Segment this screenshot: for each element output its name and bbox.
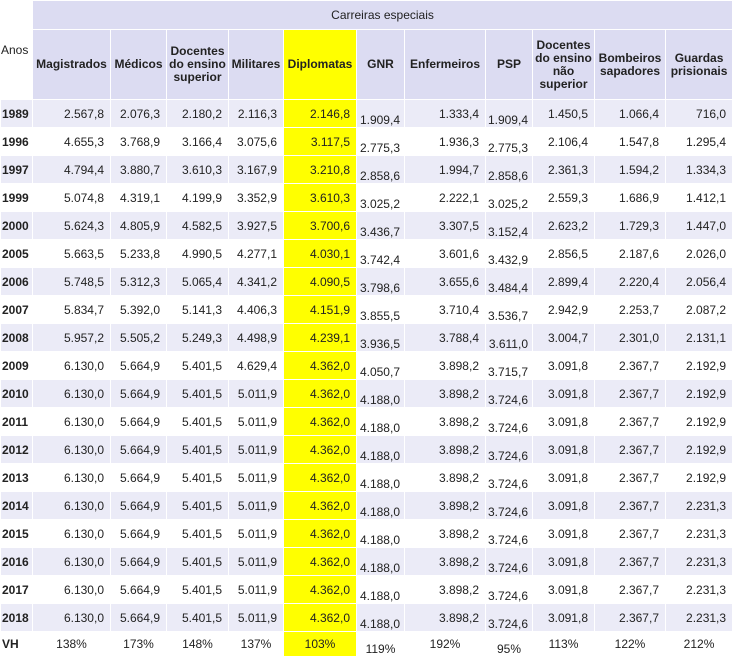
value-cell: 3.936,5 <box>357 324 405 352</box>
year-cell: 1996 <box>1 128 33 156</box>
value-cell: 5.011,9 <box>229 548 284 576</box>
value-cell: 5.664,9 <box>111 520 167 548</box>
value-cell: 2.187,6 <box>595 240 666 268</box>
vh-value-cell: 95% <box>486 632 533 657</box>
value-cell: 6.130,0 <box>33 436 111 464</box>
value-cell: 3.855,5 <box>357 296 405 324</box>
value-cell: 2.146,8 <box>284 100 357 128</box>
value-cell: 5.401,5 <box>167 492 229 520</box>
vh-value-cell: 113% <box>533 632 595 657</box>
value-cell: 5.401,5 <box>167 548 229 576</box>
value-cell: 1.909,4 <box>486 100 533 128</box>
value-cell: 2.231,3 <box>666 576 732 604</box>
value-cell: 4.655,3 <box>33 128 111 156</box>
value-cell: 5.664,9 <box>111 464 167 492</box>
value-cell: 5.011,9 <box>229 464 284 492</box>
year-cell: 2014 <box>1 492 33 520</box>
value-cell: 3.742,4 <box>357 240 405 268</box>
vh-value-cell: 103% <box>284 632 357 657</box>
value-cell: 4.151,9 <box>284 296 357 324</box>
table-row <box>1 324 732 352</box>
value-cell: 3.167,9 <box>229 156 284 184</box>
vh-value-cell: 192% <box>405 632 486 657</box>
value-cell: 4.362,0 <box>284 604 357 632</box>
table-row <box>1 576 732 604</box>
value-cell: 1.547,8 <box>595 128 666 156</box>
value-cell: 5.664,9 <box>111 352 167 380</box>
table-row <box>1 128 732 156</box>
value-cell: 2.559,3 <box>533 184 595 212</box>
value-cell: 4.406,3 <box>229 296 284 324</box>
value-cell: 4.362,0 <box>284 548 357 576</box>
column-header-enfermeiros: Enfermeiros <box>405 30 486 100</box>
vh-value-cell: 119% <box>357 632 405 657</box>
year-cell: 2009 <box>1 352 33 380</box>
vh-value-cell: 173% <box>111 632 167 657</box>
value-cell: 2.231,3 <box>666 520 732 548</box>
year-cell: 2005 <box>1 240 33 268</box>
value-cell: 4.794,4 <box>33 156 111 184</box>
value-cell: 3.927,5 <box>229 212 284 240</box>
value-cell: 4.362,0 <box>284 464 357 492</box>
year-cell: 2012 <box>1 436 33 464</box>
value-cell: 6.130,0 <box>33 408 111 436</box>
table-row <box>1 548 732 576</box>
value-cell: 3.724,6 <box>486 548 533 576</box>
value-cell: 2.192,9 <box>666 436 732 464</box>
value-cell: 2.367,7 <box>595 492 666 520</box>
value-cell: 3.091,8 <box>533 380 595 408</box>
value-cell: 5.664,9 <box>111 548 167 576</box>
value-cell: 5.249,3 <box>167 324 229 352</box>
year-cell: 2007 <box>1 296 33 324</box>
year-cell: 2018 <box>1 604 33 632</box>
value-cell: 3.724,6 <box>486 576 533 604</box>
value-cell: 4.199,9 <box>167 184 229 212</box>
vh-value-cell: 137% <box>229 632 284 657</box>
value-cell: 5.664,9 <box>111 408 167 436</box>
value-cell: 3.117,5 <box>284 128 357 156</box>
value-cell: 3.091,8 <box>533 548 595 576</box>
value-cell: 5.957,2 <box>33 324 111 352</box>
value-cell: 4.362,0 <box>284 408 357 436</box>
vh-value-cell: 122% <box>595 632 666 657</box>
value-cell: 5.011,9 <box>229 492 284 520</box>
value-cell: 2.231,3 <box>666 492 732 520</box>
value-cell: 2.856,5 <box>533 240 595 268</box>
value-cell: 6.130,0 <box>33 548 111 576</box>
value-cell: 3.724,6 <box>486 464 533 492</box>
table-row <box>1 184 732 212</box>
value-cell: 5.392,0 <box>111 296 167 324</box>
table-row <box>1 436 732 464</box>
value-cell: 2.567,8 <box>33 100 111 128</box>
value-cell: 3.210,8 <box>284 156 357 184</box>
year-cell: 2010 <box>1 380 33 408</box>
value-cell: 4.582,5 <box>167 212 229 240</box>
value-cell: 5.065,4 <box>167 268 229 296</box>
value-cell: 2.301,0 <box>595 324 666 352</box>
value-cell: 2.087,2 <box>666 296 732 324</box>
value-cell: 3.724,6 <box>486 604 533 632</box>
value-cell: 3.611,0 <box>486 324 533 352</box>
value-cell: 5.401,5 <box>167 576 229 604</box>
column-header-psp: PSP <box>486 30 533 100</box>
column-header-guardas: Guardas prisionais <box>666 30 732 100</box>
value-cell: 2.056,4 <box>666 268 732 296</box>
value-cell: 5.011,9 <box>229 436 284 464</box>
value-cell: 4.805,9 <box>111 212 167 240</box>
column-header-militares: Militares <box>229 30 284 100</box>
value-cell: 5.011,9 <box>229 408 284 436</box>
value-cell: 5.401,5 <box>167 436 229 464</box>
value-cell: 3.898,2 <box>405 436 486 464</box>
year-cell: 2000 <box>1 212 33 240</box>
value-cell: 3.898,2 <box>405 604 486 632</box>
value-cell: 5.834,7 <box>33 296 111 324</box>
value-cell: 5.011,9 <box>229 576 284 604</box>
value-cell: 4.362,0 <box>284 352 357 380</box>
vh-value-cell: 148% <box>167 632 229 657</box>
value-cell: 4.188,0 <box>357 492 405 520</box>
table-row <box>1 100 732 128</box>
value-cell: 3.432,9 <box>486 240 533 268</box>
value-cell: 5.505,2 <box>111 324 167 352</box>
value-cell: 2.367,7 <box>595 464 666 492</box>
value-cell: 5.401,5 <box>167 464 229 492</box>
value-cell: 4.362,0 <box>284 576 357 604</box>
table-row <box>1 352 732 380</box>
value-cell: 3.091,8 <box>533 492 595 520</box>
value-cell: 5.401,5 <box>167 520 229 548</box>
value-cell: 6.130,0 <box>33 352 111 380</box>
value-cell: 2.192,9 <box>666 352 732 380</box>
value-cell: 3.352,9 <box>229 184 284 212</box>
value-cell: 2.192,9 <box>666 380 732 408</box>
column-header-docentes-nao-superior: Docentes do ensino não superior <box>533 30 595 100</box>
value-cell: 3.898,2 <box>405 492 486 520</box>
value-cell: 3.788,4 <box>405 324 486 352</box>
row-header-anos: Anos <box>1 1 33 100</box>
value-cell: 4.188,0 <box>357 604 405 632</box>
value-cell: 3.798,6 <box>357 268 405 296</box>
table-row <box>1 380 732 408</box>
table-row <box>1 464 732 492</box>
value-cell: 1.334,3 <box>666 156 732 184</box>
value-cell: 6.130,0 <box>33 520 111 548</box>
value-cell: 2.180,2 <box>167 100 229 128</box>
value-cell: 3.307,5 <box>405 212 486 240</box>
value-cell: 4.188,0 <box>357 436 405 464</box>
value-cell: 3.610,3 <box>284 184 357 212</box>
value-cell: 4.362,0 <box>284 520 357 548</box>
value-cell: 2.623,2 <box>533 212 595 240</box>
value-cell: 6.130,0 <box>33 604 111 632</box>
value-cell: 4.188,0 <box>357 548 405 576</box>
value-cell: 3.898,2 <box>405 548 486 576</box>
value-cell: 2.367,7 <box>595 436 666 464</box>
value-cell: 3.091,8 <box>533 464 595 492</box>
value-cell: 3.700,6 <box>284 212 357 240</box>
year-cell: 2016 <box>1 548 33 576</box>
value-cell: 1.729,3 <box>595 212 666 240</box>
value-cell: 4.362,0 <box>284 436 357 464</box>
value-cell: 2.367,7 <box>595 520 666 548</box>
value-cell: 2.106,4 <box>533 128 595 156</box>
year-cell: 1997 <box>1 156 33 184</box>
value-cell: 5.664,9 <box>111 604 167 632</box>
value-cell: 2.942,9 <box>533 296 595 324</box>
value-cell: 2.367,7 <box>595 380 666 408</box>
value-cell: 4.030,1 <box>284 240 357 268</box>
year-cell: 1999 <box>1 184 33 212</box>
value-cell: 4.050,7 <box>357 352 405 380</box>
value-cell: 4.362,0 <box>284 492 357 520</box>
value-cell: 2.076,3 <box>111 100 167 128</box>
value-cell: 2.192,9 <box>666 464 732 492</box>
value-cell: 3.880,7 <box>111 156 167 184</box>
value-cell: 3.724,6 <box>486 408 533 436</box>
value-cell: 2.858,6 <box>486 156 533 184</box>
value-cell: 3.004,7 <box>533 324 595 352</box>
value-cell: 2.231,3 <box>666 548 732 576</box>
value-cell: 3.898,2 <box>405 520 486 548</box>
value-cell: 3.025,2 <box>486 184 533 212</box>
year-cell: 1989 <box>1 100 33 128</box>
column-header-magistrados: Magistrados <box>33 30 111 100</box>
group-header: Carreiras especiais <box>33 1 732 30</box>
value-cell: 5.233,8 <box>111 240 167 268</box>
value-cell: 1.447,0 <box>666 212 732 240</box>
value-cell: 6.130,0 <box>33 464 111 492</box>
value-cell: 2.367,7 <box>595 352 666 380</box>
year-cell: 2006 <box>1 268 33 296</box>
value-cell: 1.936,3 <box>405 128 486 156</box>
value-cell: 5.664,9 <box>111 576 167 604</box>
year-cell: 2015 <box>1 520 33 548</box>
value-cell: 3.091,8 <box>533 576 595 604</box>
value-cell: 5.011,9 <box>229 380 284 408</box>
value-cell: 5.401,5 <box>167 380 229 408</box>
value-cell: 3.724,6 <box>486 492 533 520</box>
year-cell: 2013 <box>1 464 33 492</box>
value-cell: 3.091,8 <box>533 604 595 632</box>
value-cell: 2.367,7 <box>595 408 666 436</box>
value-cell: 2.858,6 <box>357 156 405 184</box>
value-cell: 3.724,6 <box>486 520 533 548</box>
year-cell: 2011 <box>1 408 33 436</box>
table-row <box>1 156 732 184</box>
value-cell: 3.715,7 <box>486 352 533 380</box>
value-cell: 6.130,0 <box>33 576 111 604</box>
column-header-diplomatas: Diplomatas <box>284 30 357 100</box>
value-cell: 3.091,8 <box>533 352 595 380</box>
column-header-medicos: Médicos <box>111 30 167 100</box>
table-row <box>1 296 732 324</box>
value-cell: 5.624,3 <box>33 212 111 240</box>
value-cell: 4.341,2 <box>229 268 284 296</box>
value-cell: 5.663,5 <box>33 240 111 268</box>
vh-label: VH <box>1 632 33 657</box>
value-cell: 3.025,2 <box>357 184 405 212</box>
value-cell: 3.152,4 <box>486 212 533 240</box>
value-cell: 2.367,7 <box>595 604 666 632</box>
value-cell: 5.401,5 <box>167 408 229 436</box>
value-cell: 4.090,5 <box>284 268 357 296</box>
value-cell: 716,0 <box>666 100 732 128</box>
value-cell: 3.898,2 <box>405 464 486 492</box>
value-cell: 3.601,6 <box>405 240 486 268</box>
value-cell: 1.909,4 <box>357 100 405 128</box>
value-cell: 5.401,5 <box>167 604 229 632</box>
value-cell: 5.141,3 <box>167 296 229 324</box>
value-cell: 2.222,1 <box>405 184 486 212</box>
value-cell: 2.367,7 <box>595 548 666 576</box>
value-cell: 4.362,0 <box>284 380 357 408</box>
table-row <box>1 408 732 436</box>
value-cell: 3.536,7 <box>486 296 533 324</box>
value-cell: 3.091,8 <box>533 408 595 436</box>
value-cell: 3.710,4 <box>405 296 486 324</box>
value-cell: 4.239,1 <box>284 324 357 352</box>
value-cell: 5.074,8 <box>33 184 111 212</box>
value-cell: 4.990,5 <box>167 240 229 268</box>
table-row <box>1 268 732 296</box>
value-cell: 5.312,3 <box>111 268 167 296</box>
value-cell: 1.066,4 <box>595 100 666 128</box>
value-cell: 3.655,6 <box>405 268 486 296</box>
value-cell: 6.130,0 <box>33 380 111 408</box>
value-cell: 3.768,9 <box>111 128 167 156</box>
value-cell: 1.333,4 <box>405 100 486 128</box>
value-cell: 3.091,8 <box>533 520 595 548</box>
column-header-docentes-superior: Docentes do ensino superior <box>167 30 229 100</box>
year-cell: 2008 <box>1 324 33 352</box>
value-cell: 2.131,1 <box>666 324 732 352</box>
table-row <box>1 520 732 548</box>
value-cell: 4.498,9 <box>229 324 284 352</box>
value-cell: 4.629,4 <box>229 352 284 380</box>
value-cell: 2.220,4 <box>595 268 666 296</box>
table-row <box>1 492 732 520</box>
value-cell: 4.188,0 <box>357 380 405 408</box>
value-cell: 5.664,9 <box>111 436 167 464</box>
value-cell: 2.899,4 <box>533 268 595 296</box>
column-header-gnr: GNR <box>357 30 405 100</box>
value-cell: 2.775,3 <box>357 128 405 156</box>
value-cell: 5.664,9 <box>111 492 167 520</box>
value-cell: 1.594,2 <box>595 156 666 184</box>
value-cell: 4.188,0 <box>357 520 405 548</box>
value-cell: 1.450,5 <box>533 100 595 128</box>
value-cell: 3.898,2 <box>405 380 486 408</box>
value-cell: 4.188,0 <box>357 576 405 604</box>
value-cell: 3.484,4 <box>486 268 533 296</box>
value-cell: 1.686,9 <box>595 184 666 212</box>
value-cell: 2.116,3 <box>229 100 284 128</box>
table-row <box>1 240 732 268</box>
value-cell: 6.130,0 <box>33 492 111 520</box>
value-cell: 2.367,7 <box>595 576 666 604</box>
value-cell: 2.775,3 <box>486 128 533 156</box>
table-row <box>1 212 732 240</box>
value-cell: 2.361,3 <box>533 156 595 184</box>
value-cell: 3.724,6 <box>486 436 533 464</box>
value-cell: 3.610,3 <box>167 156 229 184</box>
value-cell: 5.748,5 <box>33 268 111 296</box>
value-cell: 3.898,2 <box>405 352 486 380</box>
value-cell: 3.091,8 <box>533 436 595 464</box>
table-row <box>1 604 732 632</box>
value-cell: 5.401,5 <box>167 352 229 380</box>
value-cell: 3.898,2 <box>405 408 486 436</box>
value-cell: 3.898,2 <box>405 576 486 604</box>
value-cell: 4.188,0 <box>357 408 405 436</box>
column-header-bombeiros: Bombeiros sapadores <box>595 30 666 100</box>
value-cell: 4.277,1 <box>229 240 284 268</box>
value-cell: 1.412,1 <box>666 184 732 212</box>
value-cell: 5.011,9 <box>229 604 284 632</box>
value-cell: 2.253,7 <box>595 296 666 324</box>
value-cell: 3.436,7 <box>357 212 405 240</box>
value-cell: 1.295,4 <box>666 128 732 156</box>
value-cell: 2.231,3 <box>666 604 732 632</box>
value-cell: 3.166,4 <box>167 128 229 156</box>
vh-value-cell: 212% <box>666 632 732 657</box>
value-cell: 2.026,0 <box>666 240 732 268</box>
value-cell: 5.011,9 <box>229 520 284 548</box>
vh-value-cell: 138% <box>33 632 111 657</box>
year-cell: 2017 <box>1 576 33 604</box>
vh-row <box>1 632 732 657</box>
value-cell: 5.664,9 <box>111 380 167 408</box>
table-body <box>1 100 732 657</box>
value-cell: 2.192,9 <box>666 408 732 436</box>
value-cell: 4.188,0 <box>357 464 405 492</box>
value-cell: 3.075,6 <box>229 128 284 156</box>
value-cell: 1.994,7 <box>405 156 486 184</box>
value-cell: 3.724,6 <box>486 380 533 408</box>
value-cell: 4.319,1 <box>111 184 167 212</box>
